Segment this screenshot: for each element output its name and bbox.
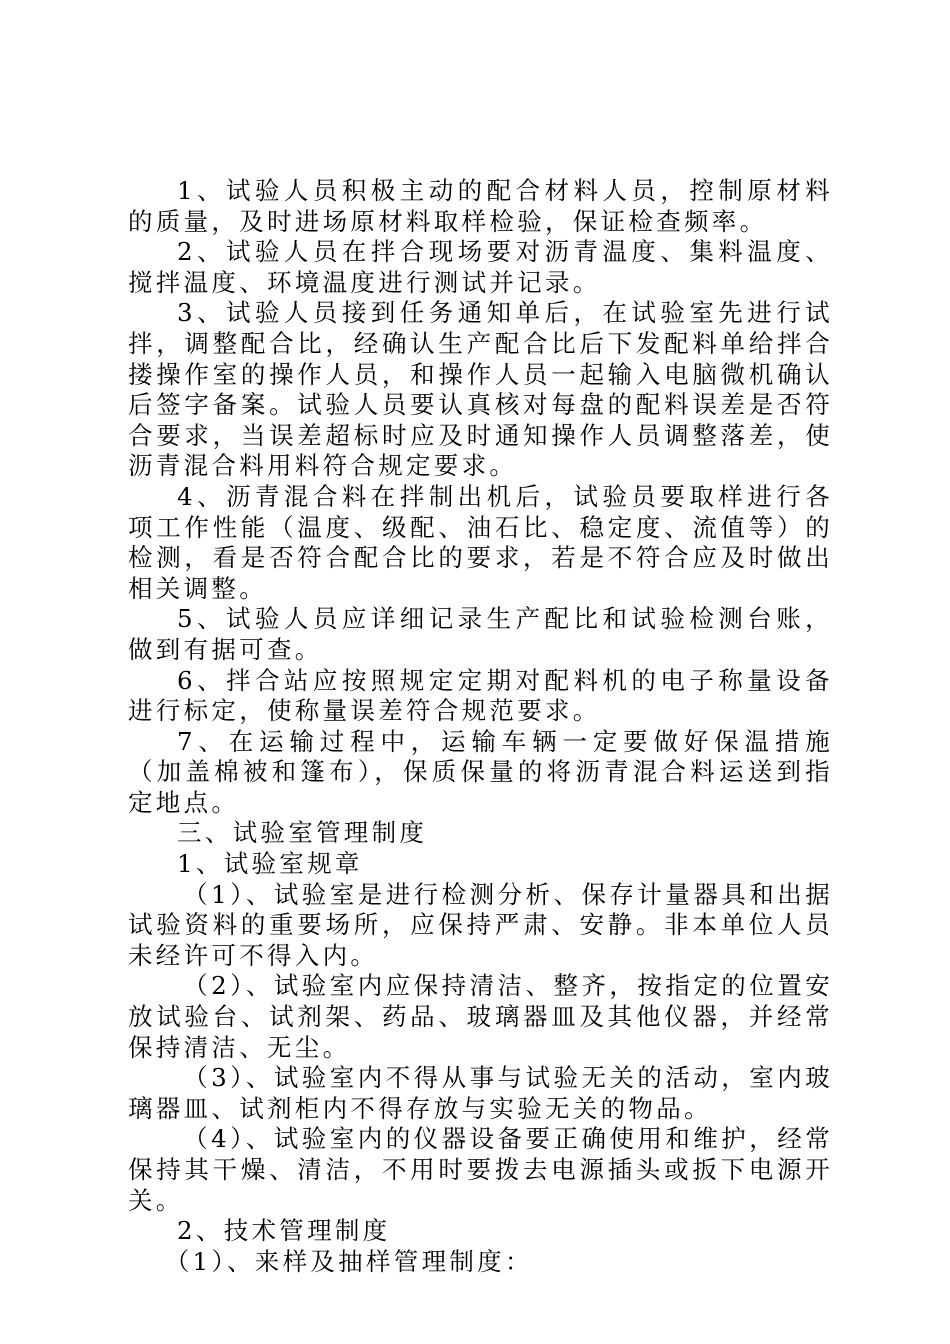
paragraph-item-2: 2、试验人员在拌合现场要对沥青温度、集料温度、搅拌温度、环境温度进行测试并记录。 bbox=[128, 237, 833, 297]
rule-item-2: （2）、试验室内应保持清洁、整齐，按指定的位置安放试验台、试剂架、药品、玻璃器皿及其他仪器，并经常保持清洁、无尘。 bbox=[128, 971, 833, 1062]
paragraph-item-5: 5、试验人员应详细记录生产配比和试验检测台账，做到有据可查。 bbox=[128, 604, 833, 664]
paragraph-item-6: 6、拌合站应按照规定定期对配料机的电子称量设备进行标定，使称量误差符合规范要求。 bbox=[128, 665, 833, 726]
rule-item-4: （4）、试验室内的仪器设备要正确使用和维护，经常保持其干燥、清洁，不用时要拨去电源插头或扳下电源开关。 bbox=[128, 1124, 833, 1215]
section-heading-lab-management: 三、试验室管理制度 bbox=[177, 818, 428, 848]
rule-item-3: （3）、试验室内不得从事与试验无关的活动，室内玻璃器皿、试剂柜内不得存放与实验无关的物品。 bbox=[128, 1063, 833, 1123]
document-body bbox=[128, 176, 833, 1277]
rule-item-1: （1）、试验室是进行检测分析、保存计量器具和出据试验资料的重要场所，应保持严肃、安静。非本单位人员未经许可不得入内。 bbox=[128, 879, 833, 970]
paragraph-item-4: 4、沥青混合料在拌制出机后，试验员要取样进行各项工作性能（温度、级配、油石比、稳定度、流值等）的检测，看是否符合配合比的要求，若是不符合应及时做出相关调整。 bbox=[128, 481, 833, 603]
paragraph-item-7: 7、在运输过程中，运输车辆一定要做好保温措施（加盖棉被和篷布），保质保量的将沥青混合料运送到指定地点。 bbox=[128, 726, 833, 817]
paragraph-item-3: 3、试验人员接到任务通知单后，在试验室先进行试拌，调整配合比，经确认生产配合比后下发配料单给拌合搂操作室的操作人员，和操作人员一起输入电脑微机确认后签字备案。试验人员要认真核对每盘的配料误差是否符合要求，当误差超标时应及时通知操作人员调整落差，使沥青混合料用料符合规定要求。 bbox=[128, 298, 833, 481]
subsection-heading-tech-management: 2、技术管理制度 bbox=[177, 1216, 391, 1246]
sampling-rule-heading: （1）、来样及抽样管理制度： bbox=[164, 1246, 533, 1276]
subsection-heading-lab-rules: 1、试验室规章 bbox=[177, 849, 363, 879]
paragraph-item-1: 1、试验人员积极主动的配合材料人员，控制原材料的质量，及时进场原材料取样检验，保证检查频率。 bbox=[128, 176, 833, 236]
